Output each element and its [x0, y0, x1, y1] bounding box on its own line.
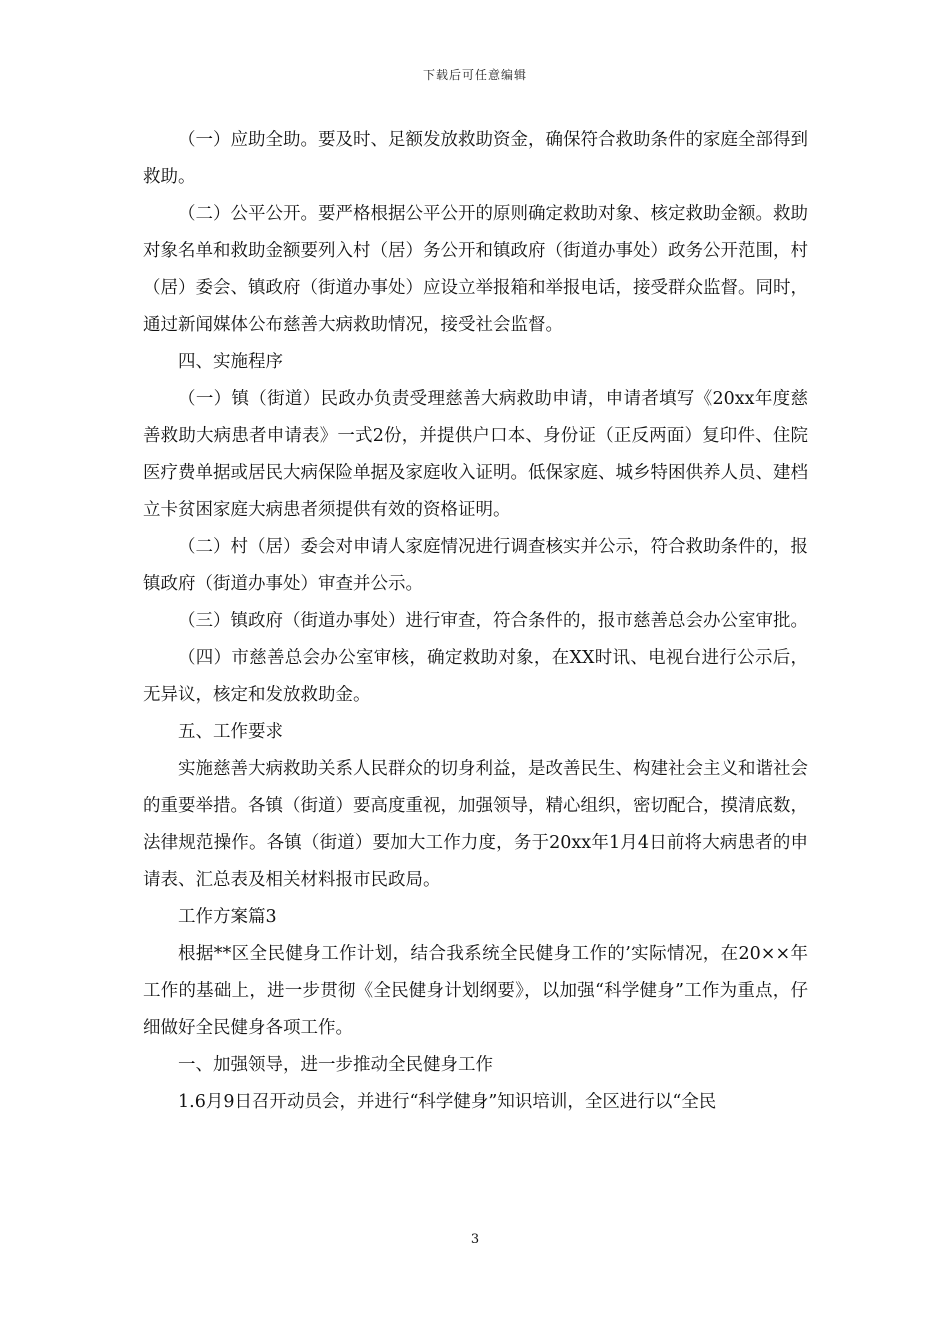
section-heading-leadership: 一、加强领导，进一步推动全民健身工作	[178, 1055, 493, 1075]
paragraph-procedure-3: （三）镇政府（街道办事处）进行审查，符合条件的，报市慈善总会办公室审批。	[178, 611, 808, 631]
paragraph-plan-intro: 根据**区全民健身工作计划，结合我系统全民健身工作的’实际情况，在20××年工作的基础上，进一步贯彻《全民健身计划纲要》，以加强“科学健身”工作为重点，仔细做好全民健身各项工作。	[143, 944, 808, 1038]
paragraph-relief-full: （一）应助全助。要及时、足额发放救助资金，确保符合救助条件的家庭全部得到救助。	[143, 130, 808, 187]
paragraph-requirements: 实施慈善大病救助关系人民群众的切身利益，是改善民生、构建社会主义和谐社会的重要举措。各镇（街道）要高度重视，加强领导，精心组织，密切配合，摸清底数，法律规范操作。各镇（街道）要加大工作力度，务于20xx年1月4日前将大病患者的申请表、汇总表及相关材料报市民政局。	[143, 759, 808, 890]
paragraph-leadership-1: 1.6月9日召开动员会，并进行“科学健身”知识培训，全区进行以“全民	[178, 1092, 717, 1112]
paragraph-fair-open: （二）公平公开。要严格根据公平公开的原则确定救助对象、核定救助金额。救助对象名单和救助金额要列入村（居）务公开和镇政府（街道办事处）政务公开范围，村（居）委会、镇政府（街道办事处）应设立举报箱和举报电话，接受群众监督。同时，通过新闻媒体公布慈善大病救助情况，接受社会监督。	[143, 204, 808, 335]
page-number: 3	[470, 1232, 480, 1247]
document-body	[143, 122, 808, 1121]
paragraph-procedure-2: （二）村（居）委会对申请人家庭情况进行调查核实并公示，符合救助条件的，报镇政府（街道办事处）审查并公示。	[143, 537, 808, 594]
paragraph-procedure-1: （一）镇（街道）民政办负责受理慈善大病救助申请，申请者填写《20xx年度慈善救助大病患者申请表》一式2份，并提供户口本、身份证（正反两面）复印件、住院医疗费单据或居民大病保险单据及家庭收入证明。低保家庭、城乡特困供养人员、建档立卡贫困家庭大病患者须提供有效的资格证明。	[143, 389, 808, 520]
section-heading-plan-3: 工作方案篇3	[178, 907, 277, 927]
section-heading-requirements: 五、工作要求	[178, 722, 283, 742]
page-header: 下载后可任意编辑	[422, 68, 527, 82]
section-heading-procedure: 四、实施程序	[178, 352, 283, 372]
paragraph-procedure-4: （四）市慈善总会办公室审核，确定救助对象，在XX时讯、电视台进行公示后，无异议，核定和发放救助金。	[143, 648, 808, 705]
